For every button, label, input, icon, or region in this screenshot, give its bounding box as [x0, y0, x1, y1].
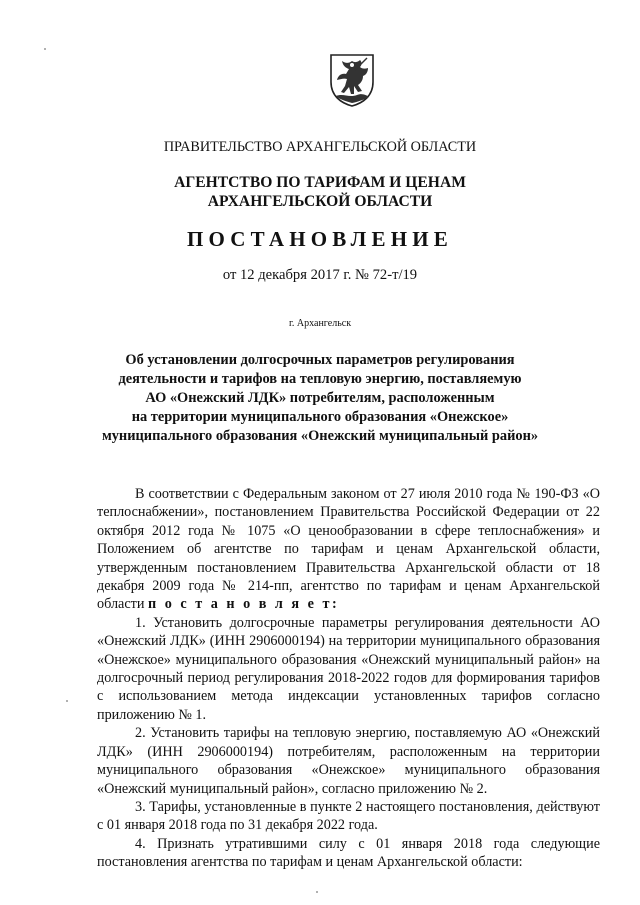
document-type-title: ПОСТАНОВЛЕНИЕ — [186, 227, 454, 251]
scan-speck — [66, 700, 68, 702]
item-3-paragraph: 3. Тарифы, установленные в пункте 2 настоящего постановления, действуют с 01 января 2018 года по 31 декабря 2022 года. — [97, 798, 600, 834]
scan-speck — [316, 891, 318, 893]
item-2-paragraph: 2. Установить тарифы на тепловую энергию, поставляемую АО «Онежский ЛДК» (ИНН 2906000194) потребителям, расположенным на территории муниципального образования «Онежское» муниципального образования «Онежский муниципальный район», согласно приложению № 2. — [97, 725, 600, 797]
subject-line: на территории муниципального образования «Онежское» — [131, 409, 509, 425]
subject-line: деятельности и тарифов на тепловую энергию, поставляемую — [118, 371, 522, 387]
decree-body — [97, 485, 600, 872]
subject-line: Об установлении долгосрочных параметров регулирования — [125, 352, 515, 368]
subject-line: АО «Онежский ЛДК» потребителям, расположенным — [145, 390, 495, 406]
preamble-paragraph — [97, 485, 600, 614]
coat-of-arms-icon — [327, 52, 377, 108]
date-and-number: от 12 декабря 2017 г. № 72-т/19 — [222, 267, 418, 283]
agency-name — [0, 173, 640, 211]
government-name: ПРАВИТЕЛЬСТВО АРХАНГЕЛЬСКОЙ ОБЛАСТИ — [163, 139, 477, 155]
agency-name-line: АРХАНГЕЛЬСКОЙ ОБЛАСТИ — [207, 193, 433, 210]
decree-subject — [0, 351, 640, 446]
agency-name-line: АГЕНТСТВО ПО ТАРИФАМ И ЦЕНАМ — [174, 174, 466, 191]
item-1-paragraph: 1. Установить долгосрочные параметры регулирования деятельности АО «Онежский ЛДК» (ИНН 2906000194) на территории муниципального образования «Онежское» муниципального образования «Онежский муниципальный район» на долгосрочный период регулирования 2018-2022 годов для формирования тарифов с использованием метода индексации установленных тарифов согласно приложению № 1. — [97, 614, 600, 723]
preamble-text: В соответствии с Федеральным законом от 27 июля 2010 года № 190-ФЗ «О теплоснабжении», постановлением Правительства Российской Федерации от 22 октября 2012 года № 1075 «О ценообразовании в сфере теплоснабжения» и Положением об агентстве по тарифам и ценам Архангельской области, утвержденным постановлением Правительства Архангельской области от 18 декабря 2009 года № 214-пп, агентство по тарифам и ценам Архангельской области — [97, 486, 600, 613]
subject-line: муниципального образования «Онежский муниципальный район» — [101, 428, 539, 444]
resolves-word: п о с т а н о в л я е т: — [147, 596, 340, 613]
scan-speck — [44, 48, 46, 50]
item-4-paragraph: 4. Признать утратившими силу с 01 января 2018 года следующие постановления агентства по тарифам и ценам Архангельской области: — [97, 835, 600, 871]
city-name: г. Архангельск — [288, 318, 352, 329]
